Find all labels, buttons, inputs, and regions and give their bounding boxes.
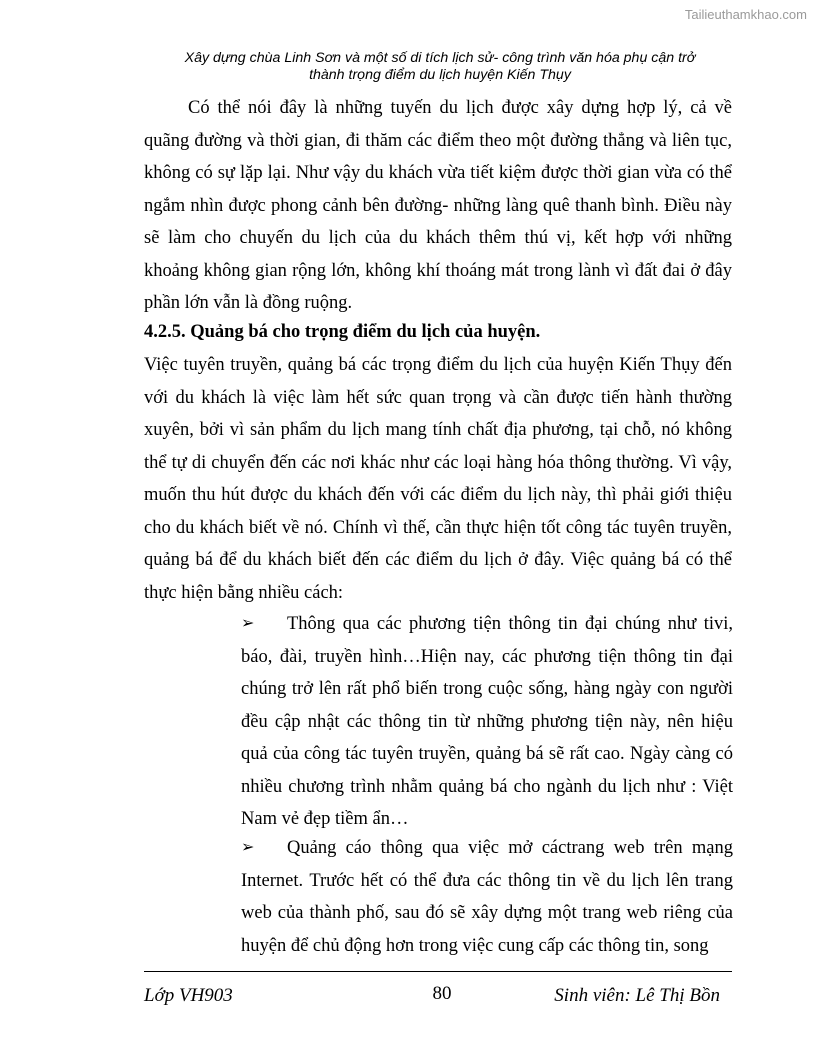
page-header bbox=[140, 50, 740, 83]
bullet-item-2 bbox=[241, 832, 733, 962]
header-title-line-1: Xây dựng chùa Linh Sơn và một số di tích lịch sử- công trình văn hóa phụ cận trở bbox=[184, 50, 696, 66]
header-title-line-2: thành trọng điểm du lịch huyện Kiến Thụy bbox=[309, 66, 571, 83]
footer-divider bbox=[144, 971, 732, 972]
arrow-bullet-icon: ➢ bbox=[241, 615, 255, 632]
watermark: Tailieuthamkhao.com bbox=[684, 7, 807, 22]
bullet-item-1-text: Thông qua các phương tiện thông tin đại chúng như tivi, báo, đài, truyền hình…Hiện nay, các phương tiện thông tin đại chúng trở lên rất phổ biến trong cuộc sống, hàng ngày con người đều cập nhật các thông tin từ những phương tiện này, nên hiệu quả của công tác tuyên truyền, quảng bá sẽ rất cao. Ngày càng có nhiều chương trình nhằm quảng bá cho ngành du lịch như : Việt Nam vẻ đẹp tiềm ẩn… bbox=[241, 614, 733, 829]
section-heading: 4.2.5. Quảng bá cho trọng điểm du lịch của huyện. bbox=[144, 322, 541, 342]
bullet-item-2-text: Quảng cáo thông qua việc mở cáctrang web trên mạng Internet. Trước hết có thể đưa các thông tin về du lịch lên trang web của thành phố, sau đó sẽ xây dựng một trang web riêng của huyện để chủ động hơn trong việc cung cấp các thông tin, song bbox=[241, 838, 733, 956]
paragraph-2-text: Việc tuyên truyền, quảng bá các trọng điểm du lịch của huyện Kiến Thụy đến với du khách là việc làm hết sức quan trọng và cần được tiến hành thường xuyên, bởi vì sản phẩm du lịch mang tính chất địa phương, tại chỗ, nó không thể tự di chuyển đến các nơi khác như các loại hàng hóa thông thường. Vì vậy, muốn thu hút được du khách đến với các điểm du lịch này, thì phải giới thiệu cho du khách biết về nó. Chính vì thế, cần thực hiện tốt công tác tuyên truyền, quảng bá để du khách biết đến các điểm du lịch ở đây. Việc quảng bá có thể thực hiện bằng nhiều cách: bbox=[144, 355, 732, 603]
footer-student-label: Sinh viên: Lê Thị Bồn bbox=[554, 985, 720, 1006]
paragraph-1 bbox=[144, 92, 732, 320]
paragraph-2 bbox=[144, 349, 732, 609]
page-number: 80 bbox=[432, 983, 452, 1004]
arrow-bullet-icon: ➢ bbox=[241, 839, 255, 856]
paragraph-1-text: Có thể nói đây là những tuyến du lịch được xây dựng hợp lý, cả về quãng đường và thời gian, đi thăm các điểm theo một đường thẳng và liên tục, không có sự lặp lại. Như vậy du khách vừa tiết kiệm được thời gian vừa có thể ngắm nhìn được phong cảnh bên đường- những làng quê thanh bình. Điều này sẽ làm cho chuyến du lịch của du khách thêm thú vị, kết hợp với những khoảng không gian rộng lớn, không khí thoáng mát trong lành vì đất đai ở đây phần lớn vẫn là đồng ruộng. bbox=[144, 98, 732, 313]
footer-class-label: Lớp VH903 bbox=[144, 985, 233, 1006]
bullet-item-1 bbox=[241, 608, 733, 836]
